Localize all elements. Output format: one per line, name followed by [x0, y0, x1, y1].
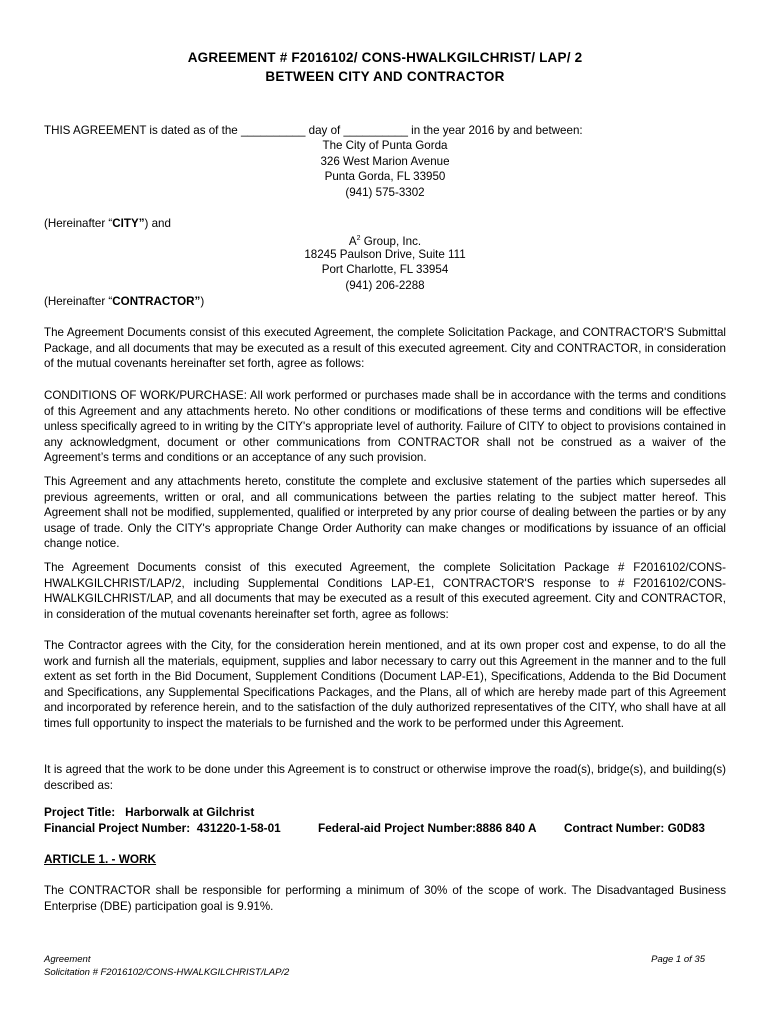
footer-solicitation: Solicitation # F2016102/CONS-HWALKGILCHRIST/LAP/2 — [44, 967, 290, 978]
document-page — [44, 0, 726, 1024]
financial-project-value: 431220-1-58-01 — [196, 821, 281, 835]
conditions-of-work-paragraph: CONDITIONS OF WORK/PURCHASE: All work performed or purchases made shall be in accordance with the terms and conditions of this Agreement and any attachments hereto. No other conditions or modifications of these terms and conditions will be effective unless specifically agreed to in writing by the CITY's appropriate level of authority. Failure of CITY to object to provisions contained in any acknowledgment, document or other communications from CONTRACTOR shall not be construed as a waiver of the Agreement’s terms and conditions or an acceptance of any such provision. — [44, 389, 726, 464]
city-name: The City of Punta Gorda — [322, 139, 448, 152]
article-1-text: The CONTRACTOR shall be responsible for performing a minimum of 30% of the scope of work. The Disadvantaged Business Enterprise (DBE) participation goal is 9.91%. — [44, 884, 726, 913]
contractor-designation: (Hereinafter “CONTRACTOR”) — [44, 295, 205, 308]
federal-aid-line — [318, 821, 537, 837]
solicitation-documents-paragraph: The Agreement Documents consist of this executed Agreement, the complete Solicitation Package # F2016102/CONS-HWALKGILCHRIST/LAP/2, including Supplemental Conditions LAP-E1, CONTRACTOR'S response to # F2016102/CONS-HWALKGILCHRIST/LAP, and all documents that may be executed as a result of this executed agreement. City and CONTRACTOR, in consideration of the mutual covenants hereinafter set forth, agree as follows: — [44, 561, 726, 621]
city-phone: (941) 575-3302 — [345, 186, 425, 199]
footer-document-name: Agreement — [44, 954, 91, 965]
agreement-subtitle: BETWEEN CITY AND CONTRACTOR — [265, 69, 505, 84]
project-title-line — [44, 805, 254, 821]
contractor-agrees-paragraph: The Contractor agrees with the City, for the consideration herein mentioned, and at its own proper cost and expense, to do all the work and furnish all the materials, equipment, supplies and labor necessary to carry out this Agreement in the manner and to the full extent as set forth in the Bid Document, Supplement Conditions (Document LAP-E1), Specifications, Addenda to the Bid Document and Specifications, any Supplemental Specifications Packages, and the Plans, all of which are hereby made part of this Agreement and incorporated by reference herein, and to the satisfaction of the duly authorized representatives of the CITY, who shall have at all times full opportunity to inspect the materials to be furnished and the work to be performed under this Agreement. — [44, 639, 726, 730]
contractor-name: $A^2$ Group, Inc. — [348, 235, 422, 248]
federal-aid-label: Federal-aid Project Number: — [318, 821, 476, 835]
contract-number-line — [564, 821, 705, 837]
project-title-label: Project Title: — [44, 805, 116, 819]
complete-statement-paragraph: This Agreement and any attachments hereto, constitute the complete and exclusive statement of the parties which supersedes all previous agreements, written or oral, and all communications between the parties relating to the subject matter hereof. This Agreement shall not be modified, supplemented, qualified or interpreted by any prior course of dealing between the parties or by any usage of trade. Only the CITY's appropriate Change Order Authority can make changes or modifications by issuance of an official change notice. — [44, 475, 726, 550]
city-address: 326 West Marion Avenue — [320, 155, 450, 168]
federal-aid-value: 8886 840 A — [476, 821, 537, 835]
project-numbers-line — [44, 821, 281, 837]
dated-line: THIS AGREEMENT is dated as of the __________ day of __________ in the year 2016 by and between: — [44, 124, 583, 137]
contractor-locality: Port Charlotte, FL 33954 — [321, 263, 449, 276]
footer-left — [44, 953, 289, 979]
contractor-address: 18245 Paulson Drive, Suite 111 — [304, 248, 466, 261]
city-designation: (Hereinafter “CITY”) and — [44, 217, 171, 230]
article-1-heading: ARTICLE 1. - WORK — [44, 852, 157, 866]
contract-number-label: Contract Number: — [564, 821, 665, 835]
agreement-documents-paragraph: The Agreement Documents consist of this executed Agreement, the complete Solicitation Package, and CONTRACTOR'S Submittal Package, and all documents that may be executed as a result of this executed agreement. City and CONTRACTOR, in consideration of the mutual covenants hereinafter set forth, agree as follows: — [44, 326, 726, 370]
contract-number-value: G0D83 — [667, 821, 705, 835]
financial-project-label: Financial Project Number: — [44, 821, 191, 835]
footer-page-number: Page 1 of 35 — [651, 954, 705, 965]
work-description-paragraph: It is agreed that the work to be done under this Agreement is to construct or otherwise improve the road(s), bridge(s), and building(s) described as: — [44, 763, 726, 792]
city-locality: Punta Gorda, FL 33950 — [324, 170, 446, 183]
project-title-value: Harborwalk at Gilchrist — [125, 805, 255, 819]
contractor-phone: (941) 206-2288 — [345, 279, 425, 292]
agreement-title: AGREEMENT # F2016102/ CONS-HWALKGILCHRIST/ LAP/ 2 — [187, 50, 583, 65]
